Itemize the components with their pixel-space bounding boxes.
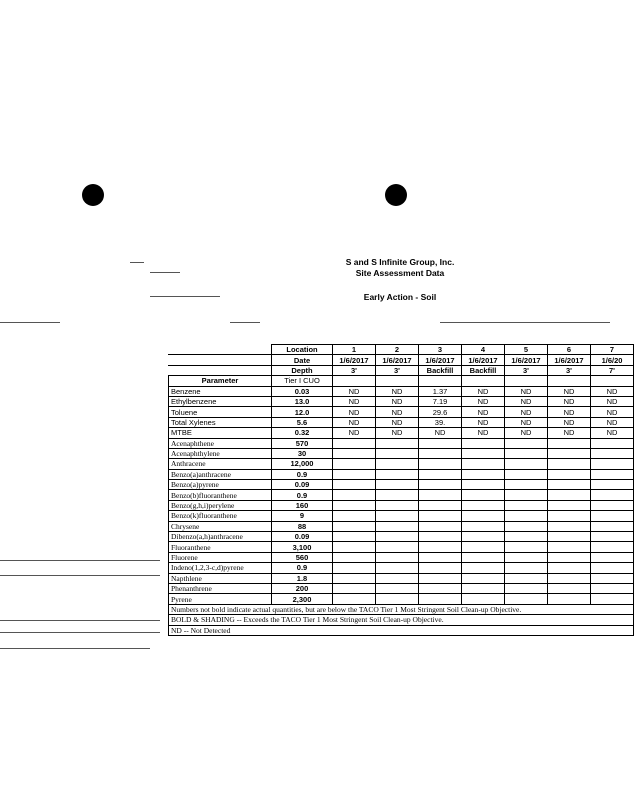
result-cell bbox=[548, 448, 591, 458]
tier-cuo-value: 560 bbox=[272, 552, 333, 562]
result-cell: ND bbox=[376, 407, 419, 417]
parameter-name: Napthlene bbox=[169, 573, 272, 583]
result-cell bbox=[333, 490, 376, 500]
scan-speck bbox=[150, 296, 220, 297]
table-row bbox=[169, 448, 634, 458]
result-cell bbox=[376, 469, 419, 479]
location-1: 1 bbox=[333, 345, 376, 355]
result-cell bbox=[333, 563, 376, 573]
result-cell bbox=[333, 469, 376, 479]
result-cell bbox=[376, 459, 419, 469]
result-cell bbox=[548, 532, 591, 542]
tier-cuo-value: 30 bbox=[272, 448, 333, 458]
result-cell bbox=[591, 511, 634, 521]
scan-speck bbox=[0, 632, 160, 633]
table-row bbox=[169, 532, 634, 542]
table-row bbox=[169, 552, 634, 562]
result-cell bbox=[591, 552, 634, 562]
result-cell bbox=[376, 438, 419, 448]
result-cell bbox=[591, 563, 634, 573]
table-row bbox=[169, 480, 634, 490]
parameter-name: Dibenzo(a,h)anthracene bbox=[169, 532, 272, 542]
result-cell bbox=[419, 459, 462, 469]
table-row bbox=[169, 469, 634, 479]
table-row bbox=[169, 438, 634, 448]
table-row bbox=[169, 563, 634, 573]
result-cell bbox=[548, 552, 591, 562]
result-cell bbox=[591, 438, 634, 448]
result-cell: ND bbox=[333, 417, 376, 427]
table-row bbox=[169, 396, 634, 406]
result-cell: ND bbox=[333, 396, 376, 406]
note-bold-shading: BOLD & SHADING -- Exceeds the TACO Tier 1 Most Stringent Soil Clean-up Objective. bbox=[169, 615, 634, 625]
result-cell bbox=[333, 459, 376, 469]
result-cell bbox=[376, 532, 419, 542]
scan-speck bbox=[230, 322, 260, 323]
table-row bbox=[169, 407, 634, 417]
result-cell bbox=[419, 594, 462, 604]
date-4: 1/6/2017 bbox=[462, 355, 505, 365]
blank-cell bbox=[591, 376, 634, 386]
parameter-name: Fluorene bbox=[169, 552, 272, 562]
scan-speck bbox=[150, 272, 180, 273]
result-cell bbox=[419, 490, 462, 500]
table-row bbox=[169, 511, 634, 521]
result-cell: ND bbox=[591, 417, 634, 427]
result-cell bbox=[548, 438, 591, 448]
location-5: 5 bbox=[505, 345, 548, 355]
result-cell bbox=[505, 459, 548, 469]
parameter-label: Parameter bbox=[169, 376, 272, 386]
result-cell bbox=[505, 532, 548, 542]
report-subtitle: Site Assessment Data bbox=[355, 268, 445, 278]
result-cell: ND bbox=[333, 428, 376, 438]
scan-speck bbox=[0, 648, 150, 649]
location-row bbox=[169, 345, 634, 355]
parameter-name: Ethylbenzene bbox=[169, 396, 272, 406]
result-cell bbox=[462, 563, 505, 573]
result-cell bbox=[462, 532, 505, 542]
depth-5: 3' bbox=[505, 365, 548, 375]
result-cell bbox=[505, 573, 548, 583]
tier-cuo-value: 200 bbox=[272, 583, 333, 593]
result-cell: ND bbox=[505, 428, 548, 438]
result-cell: ND bbox=[591, 407, 634, 417]
result-cell bbox=[333, 480, 376, 490]
result-cell bbox=[591, 500, 634, 510]
result-cell bbox=[333, 532, 376, 542]
soil-data-table-wrap bbox=[168, 344, 623, 666]
result-cell: ND bbox=[462, 386, 505, 396]
result-cell bbox=[548, 542, 591, 552]
blank-cell bbox=[419, 376, 462, 386]
parameter-header-row bbox=[169, 376, 634, 386]
notes bbox=[169, 604, 634, 635]
parameter-name: Acenaphthene bbox=[169, 438, 272, 448]
result-cell bbox=[462, 594, 505, 604]
result-cell bbox=[419, 552, 462, 562]
parameter-name: Phenanthrene bbox=[169, 583, 272, 593]
blank-cell bbox=[548, 376, 591, 386]
location-label: Location bbox=[272, 345, 333, 355]
result-cell bbox=[376, 594, 419, 604]
tier-cuo-value: 0.9 bbox=[272, 490, 333, 500]
result-cell bbox=[376, 583, 419, 593]
scan-speck bbox=[0, 620, 160, 621]
parameter-name: Benzene bbox=[169, 386, 272, 396]
result-cell bbox=[591, 573, 634, 583]
result-cell bbox=[333, 542, 376, 552]
result-cell bbox=[376, 500, 419, 510]
table-row bbox=[169, 490, 634, 500]
punch-hole-left bbox=[82, 184, 104, 206]
result-cell bbox=[376, 573, 419, 583]
blank-cell bbox=[169, 345, 272, 355]
date-5: 1/6/2017 bbox=[505, 355, 548, 365]
result-cell bbox=[548, 573, 591, 583]
result-cell bbox=[333, 583, 376, 593]
parameter-name: Fluoranthene bbox=[169, 542, 272, 552]
table-row bbox=[169, 583, 634, 593]
result-cell bbox=[419, 532, 462, 542]
scan-speck bbox=[130, 262, 144, 263]
result-cell bbox=[419, 511, 462, 521]
result-cell bbox=[419, 573, 462, 583]
result-cell: ND bbox=[376, 386, 419, 396]
result-cell bbox=[548, 583, 591, 593]
section-title: Early Action - Soil bbox=[363, 292, 437, 302]
tier-cuo-value: 0.9 bbox=[272, 563, 333, 573]
company-name: S and S Infinite Group, Inc. bbox=[345, 257, 455, 267]
soil-data-table bbox=[168, 344, 634, 636]
result-cell bbox=[505, 583, 548, 593]
tier-cuo-value: 570 bbox=[272, 438, 333, 448]
parameter-name: Benzo(a)anthracene bbox=[169, 469, 272, 479]
location-7: 7 bbox=[591, 345, 634, 355]
tier-cuo-value: 0.09 bbox=[272, 480, 333, 490]
result-cell bbox=[548, 521, 591, 531]
result-cell bbox=[548, 459, 591, 469]
result-cell bbox=[462, 469, 505, 479]
tier-cuo-value: 5.6 bbox=[272, 417, 333, 427]
result-cell bbox=[333, 552, 376, 562]
result-cell bbox=[333, 500, 376, 510]
table-row bbox=[169, 594, 634, 604]
depth-6: 3' bbox=[548, 365, 591, 375]
depth-2: 3' bbox=[376, 365, 419, 375]
depth-3: Backfill bbox=[419, 365, 462, 375]
result-cell: ND bbox=[462, 407, 505, 417]
parameter-name: Benzo(a)pyrene bbox=[169, 480, 272, 490]
parameter-name: Anthracene bbox=[169, 459, 272, 469]
depth-row bbox=[169, 365, 634, 375]
result-cell bbox=[591, 532, 634, 542]
result-cell bbox=[591, 521, 634, 531]
result-cell bbox=[376, 511, 419, 521]
location-4: 4 bbox=[462, 345, 505, 355]
table-row bbox=[169, 521, 634, 531]
result-cell bbox=[462, 500, 505, 510]
parameter-name: Benzo(b)fluoranthene bbox=[169, 490, 272, 500]
result-cell bbox=[548, 490, 591, 500]
tier-cuo-value: 160 bbox=[272, 500, 333, 510]
tier-cuo-value: 3,100 bbox=[272, 542, 333, 552]
result-cell bbox=[505, 563, 548, 573]
result-cell bbox=[462, 480, 505, 490]
result-cell bbox=[505, 448, 548, 458]
result-cell bbox=[333, 448, 376, 458]
tier-cuo-value: 2,300 bbox=[272, 594, 333, 604]
note-row bbox=[169, 604, 634, 614]
parameter-name: Chrysene bbox=[169, 521, 272, 531]
result-cell bbox=[376, 480, 419, 490]
parameter-name: Indeno(1,2,3-c,d)pyrene bbox=[169, 563, 272, 573]
result-cell: ND bbox=[548, 428, 591, 438]
result-cell bbox=[419, 563, 462, 573]
depth-7: 7' bbox=[591, 365, 634, 375]
parameter-name: Toluene bbox=[169, 407, 272, 417]
result-cell: 7.19 bbox=[419, 396, 462, 406]
result-cell bbox=[462, 459, 505, 469]
result-cell bbox=[333, 521, 376, 531]
parameter-name: MTBE bbox=[169, 428, 272, 438]
location-6: 6 bbox=[548, 345, 591, 355]
result-cell bbox=[419, 438, 462, 448]
blank-cell bbox=[505, 376, 548, 386]
depth-label: Depth bbox=[272, 365, 333, 375]
result-cell bbox=[548, 511, 591, 521]
result-cell bbox=[591, 490, 634, 500]
result-cell bbox=[462, 490, 505, 500]
result-cell bbox=[419, 500, 462, 510]
scan-speck bbox=[0, 560, 160, 561]
table-row bbox=[169, 417, 634, 427]
result-cell: ND bbox=[591, 386, 634, 396]
result-cell bbox=[462, 438, 505, 448]
scan-speck bbox=[0, 575, 160, 576]
tier-cuo-value: 9 bbox=[272, 511, 333, 521]
result-cell bbox=[333, 511, 376, 521]
depth-1: 3' bbox=[333, 365, 376, 375]
result-cell bbox=[505, 500, 548, 510]
result-cell: ND bbox=[505, 417, 548, 427]
result-cell: ND bbox=[591, 428, 634, 438]
result-cell bbox=[505, 490, 548, 500]
tier-cuo-value: 1.8 bbox=[272, 573, 333, 583]
blank-cell bbox=[376, 376, 419, 386]
punch-hole-right bbox=[385, 184, 407, 206]
result-cell: ND bbox=[333, 407, 376, 417]
result-cell bbox=[376, 563, 419, 573]
result-cell bbox=[505, 438, 548, 448]
result-cell bbox=[462, 521, 505, 531]
table-row bbox=[169, 459, 634, 469]
result-cell bbox=[333, 573, 376, 583]
blank-cell bbox=[333, 376, 376, 386]
result-cell bbox=[462, 552, 505, 562]
date-6: 1/6/2017 bbox=[548, 355, 591, 365]
table-row bbox=[169, 428, 634, 438]
date-row bbox=[169, 355, 634, 365]
tier-cuo-value: 13.0 bbox=[272, 396, 333, 406]
result-cell bbox=[591, 469, 634, 479]
tier-cuo-value: 0.03 bbox=[272, 386, 333, 396]
result-cell bbox=[505, 511, 548, 521]
result-cell: ND bbox=[462, 417, 505, 427]
result-cell: ND bbox=[548, 386, 591, 396]
result-cell: ND bbox=[505, 396, 548, 406]
scan-speck bbox=[0, 322, 60, 323]
result-cell bbox=[462, 573, 505, 583]
result-cell bbox=[548, 469, 591, 479]
table-row bbox=[169, 542, 634, 552]
parameter-name: Acenaphthylene bbox=[169, 448, 272, 458]
result-cell bbox=[376, 521, 419, 531]
blank-cell bbox=[169, 365, 272, 375]
result-cell bbox=[591, 583, 634, 593]
result-cell: ND bbox=[376, 417, 419, 427]
result-cell: 29.6 bbox=[419, 407, 462, 417]
result-cell: ND bbox=[591, 396, 634, 406]
tier-label: Tier I CUO bbox=[272, 376, 333, 386]
blank-cell bbox=[169, 355, 272, 365]
result-cell bbox=[333, 594, 376, 604]
result-cell bbox=[548, 594, 591, 604]
result-cell: 1.37 bbox=[419, 386, 462, 396]
result-cell bbox=[591, 448, 634, 458]
location-2: 2 bbox=[376, 345, 419, 355]
scan-speck bbox=[440, 322, 610, 323]
result-cell bbox=[333, 438, 376, 448]
date-1: 1/6/2017 bbox=[333, 355, 376, 365]
result-cell bbox=[505, 480, 548, 490]
result-cell bbox=[376, 448, 419, 458]
date-label: Date bbox=[272, 355, 333, 365]
result-cell bbox=[462, 448, 505, 458]
result-cell bbox=[462, 511, 505, 521]
date-2: 1/6/2017 bbox=[376, 355, 419, 365]
result-cell bbox=[505, 552, 548, 562]
result-cell bbox=[462, 542, 505, 552]
table-row bbox=[169, 386, 634, 396]
result-cell bbox=[419, 448, 462, 458]
result-cell: ND bbox=[505, 407, 548, 417]
parameter-name: Benzo(g,h,i)perylene bbox=[169, 500, 272, 510]
result-cell bbox=[419, 480, 462, 490]
result-cell bbox=[505, 594, 548, 604]
tier-cuo-value: 0.32 bbox=[272, 428, 333, 438]
result-cell bbox=[462, 583, 505, 593]
date-7: 1/6/20 bbox=[591, 355, 634, 365]
note-nd: ND -- Not Detected bbox=[169, 625, 634, 635]
result-cell bbox=[548, 563, 591, 573]
tier-cuo-value: 88 bbox=[272, 521, 333, 531]
depth-4: Backfill bbox=[462, 365, 505, 375]
result-cell bbox=[376, 542, 419, 552]
result-cell: ND bbox=[419, 428, 462, 438]
note-not-bold: Numbers not bold indicate actual quantities, but are below the TACO Tier 1 Most Stringent Soil Clean-up Objective. bbox=[169, 604, 634, 614]
parameter-name: Benzo(k)fluoranthene bbox=[169, 511, 272, 521]
note-row bbox=[169, 625, 634, 635]
tier-cuo-value: 12.0 bbox=[272, 407, 333, 417]
result-cell bbox=[419, 583, 462, 593]
result-cell bbox=[505, 469, 548, 479]
parameter-name: Total Xylenes bbox=[169, 417, 272, 427]
result-cell: ND bbox=[462, 428, 505, 438]
result-cell: ND bbox=[333, 386, 376, 396]
result-cell bbox=[376, 552, 419, 562]
location-3: 3 bbox=[419, 345, 462, 355]
date-3: 1/6/2017 bbox=[419, 355, 462, 365]
result-cell bbox=[419, 469, 462, 479]
note-row bbox=[169, 615, 634, 625]
tier-cuo-value: 12,000 bbox=[272, 459, 333, 469]
tier-cuo-value: 0.09 bbox=[272, 532, 333, 542]
result-cell bbox=[548, 480, 591, 490]
blank-cell bbox=[462, 376, 505, 386]
table-body bbox=[169, 345, 634, 605]
result-cell: ND bbox=[376, 396, 419, 406]
table-row bbox=[169, 500, 634, 510]
result-cell: ND bbox=[548, 407, 591, 417]
result-cell bbox=[548, 500, 591, 510]
result-cell bbox=[591, 480, 634, 490]
result-cell: ND bbox=[548, 417, 591, 427]
result-cell bbox=[419, 542, 462, 552]
result-cell bbox=[505, 521, 548, 531]
result-cell: ND bbox=[462, 396, 505, 406]
result-cell bbox=[591, 594, 634, 604]
result-cell bbox=[505, 542, 548, 552]
tier-cuo-value: 0.9 bbox=[272, 469, 333, 479]
result-cell bbox=[591, 459, 634, 469]
result-cell: ND bbox=[505, 386, 548, 396]
result-cell: 39. bbox=[419, 417, 462, 427]
result-cell: ND bbox=[548, 396, 591, 406]
table-row bbox=[169, 573, 634, 583]
result-cell bbox=[419, 521, 462, 531]
result-cell bbox=[591, 542, 634, 552]
result-cell bbox=[376, 490, 419, 500]
result-cell: ND bbox=[376, 428, 419, 438]
parameter-name: Pyrene bbox=[169, 594, 272, 604]
